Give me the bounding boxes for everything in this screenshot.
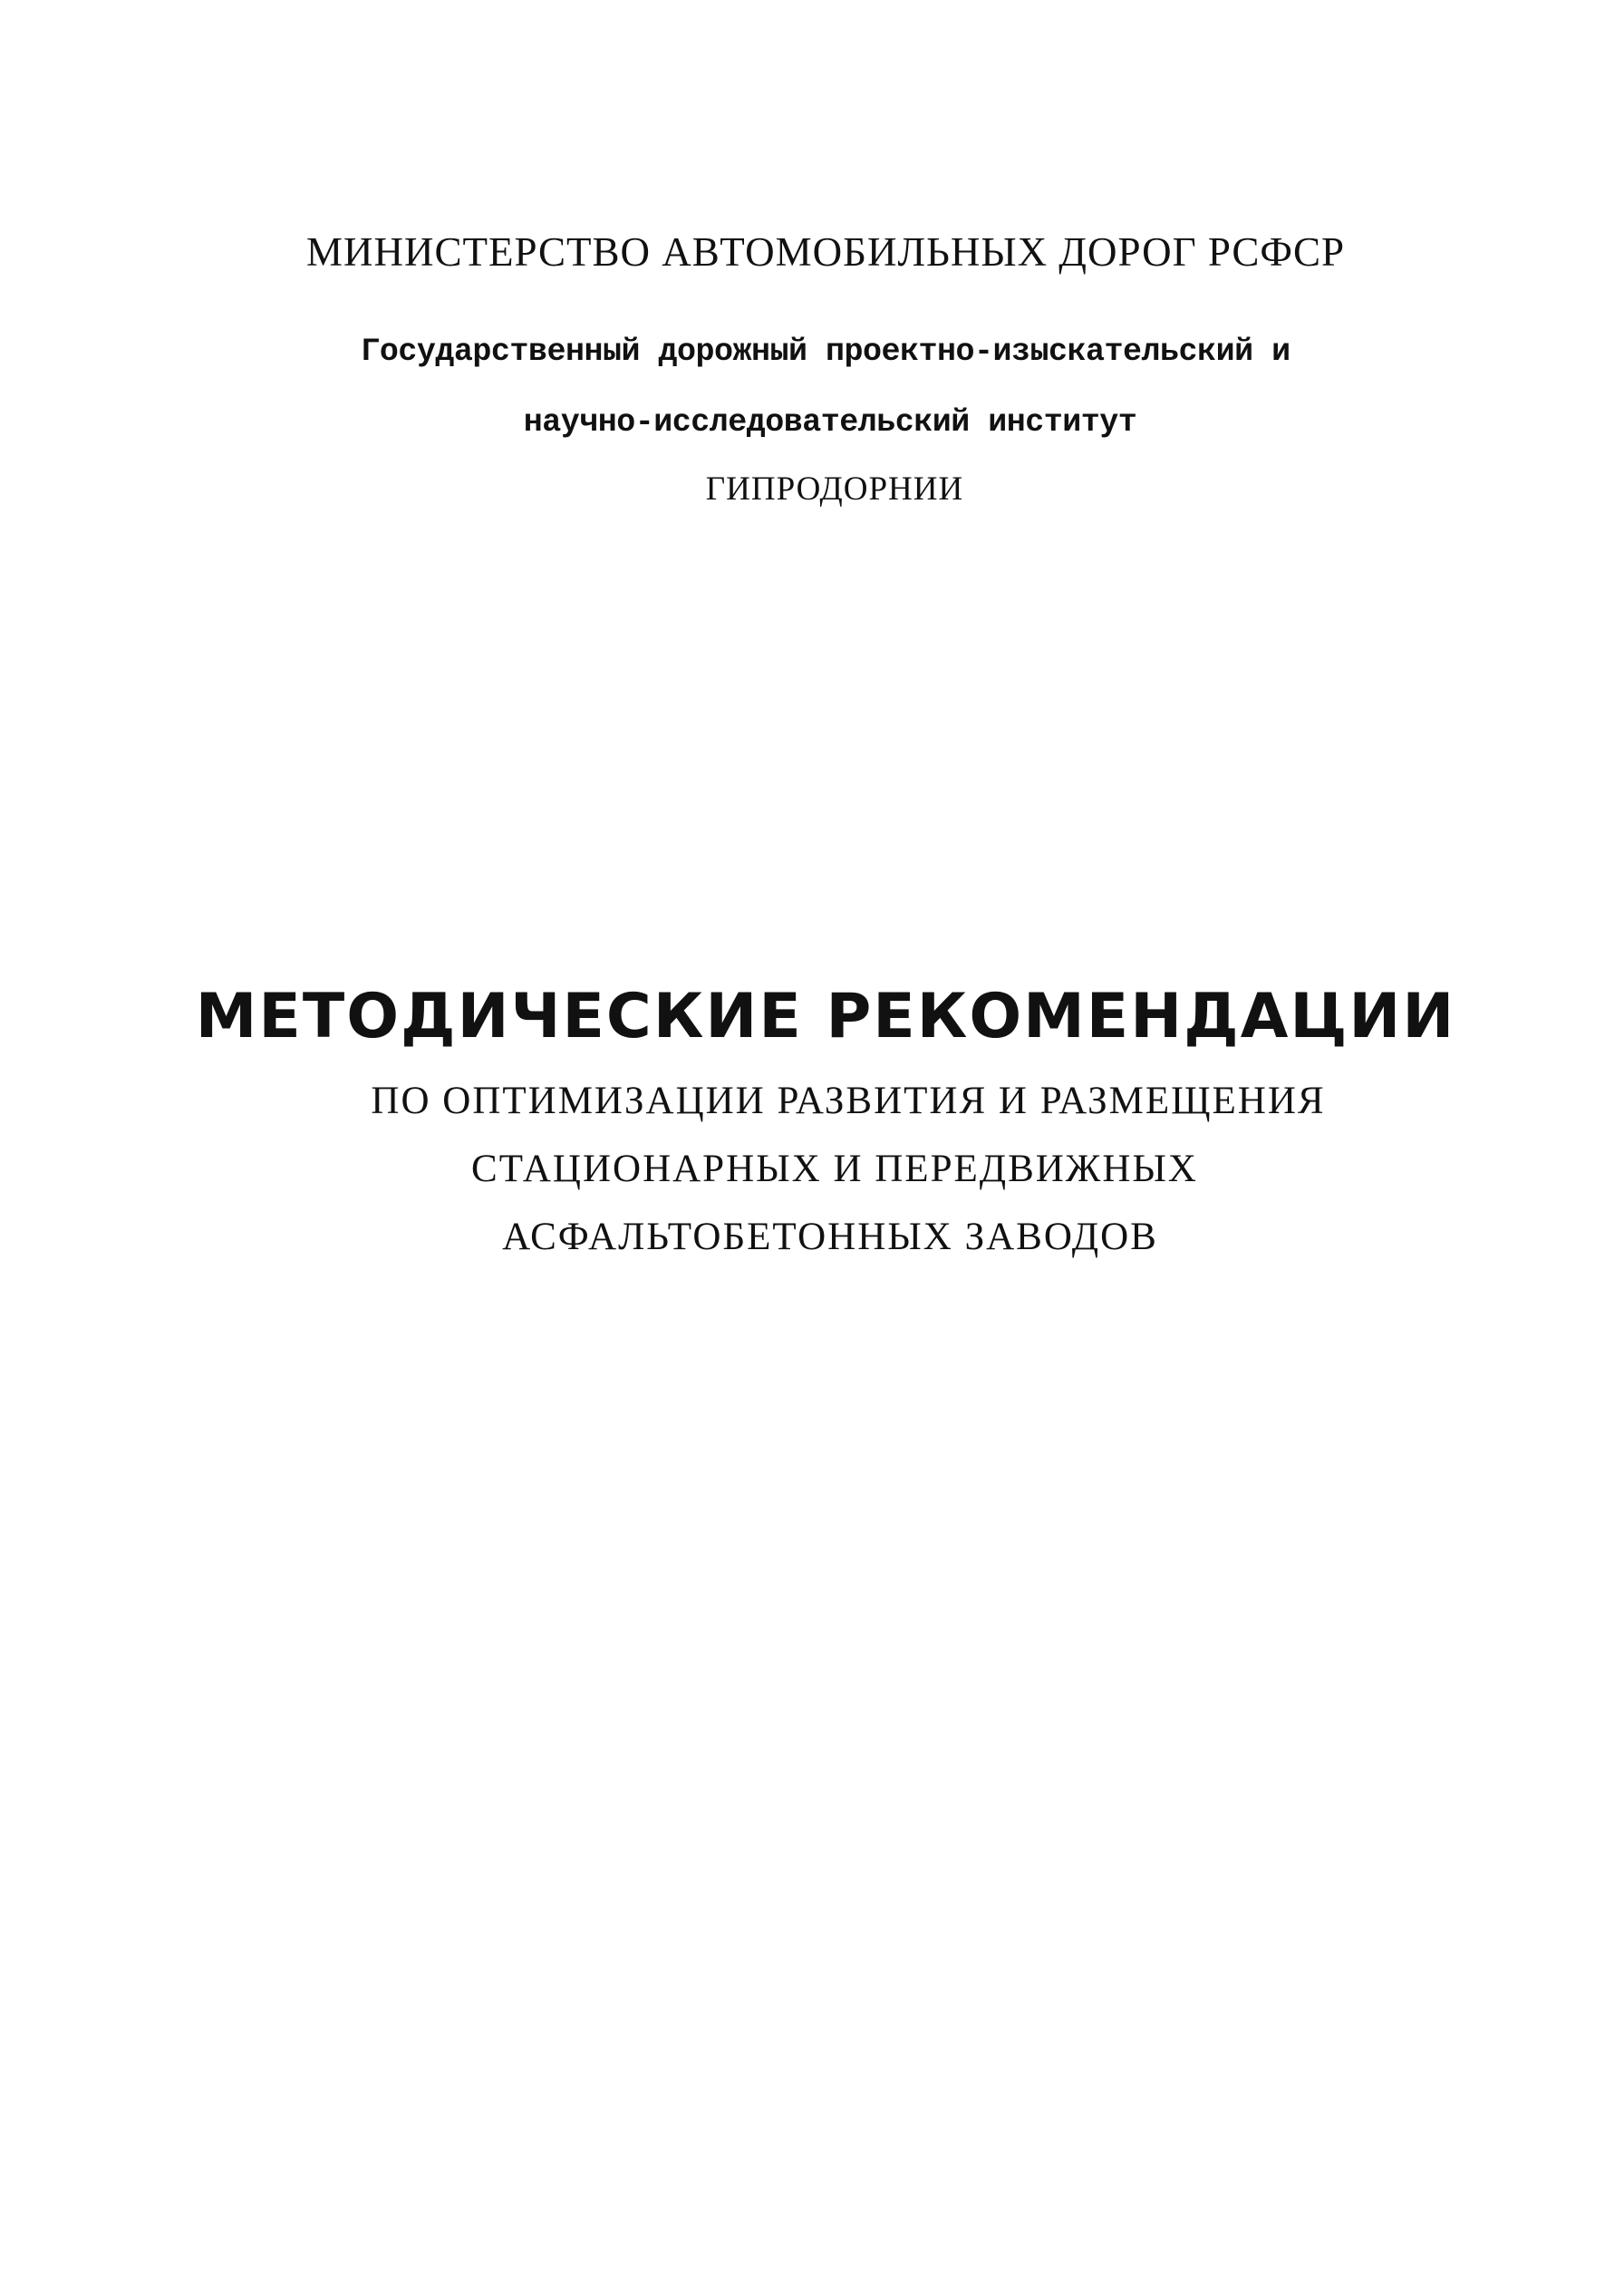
document-subtitle-line-3: АСФАЛЬТОБЕТОННЫХ ЗАВОДОВ bbox=[502, 1216, 1158, 1258]
document-title: МЕТОДИЧЕСКИЕ РЕКОМЕНДАЦИИ bbox=[195, 981, 1456, 1052]
organization-name: ГИПРОДОРНИИ bbox=[705, 470, 964, 508]
ministry-name: МИНИСТЕРСТВО АВТОМОБИЛЬНЫХ ДОРОГ РСФСР bbox=[305, 229, 1346, 275]
document-subtitle-line-2: СТАЦИОНАРНЫХ И ПЕРЕДВИЖНЫХ bbox=[471, 1148, 1198, 1190]
institute-name-line-2: научно-исследовательский институт bbox=[523, 404, 1137, 441]
document-subtitle-line-1: ПО ОПТИМИЗАЦИИ РАЗВИТИЯ И РАЗМЕЩЕНИЯ bbox=[371, 1080, 1326, 1122]
institute-name-line-1: Государственный дорожный проектно-изыскательский и bbox=[361, 334, 1290, 370]
